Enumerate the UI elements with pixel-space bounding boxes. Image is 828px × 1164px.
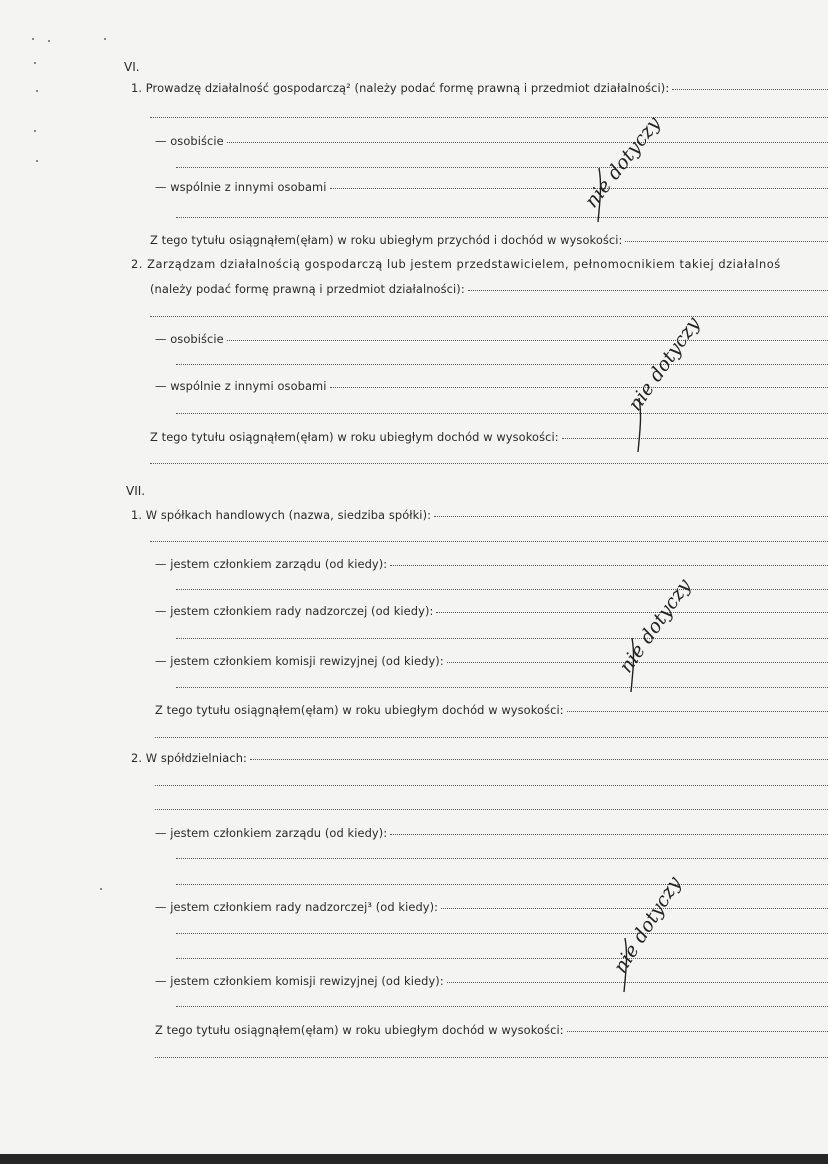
- vi-item2-income-fill[interactable]: [562, 437, 828, 439]
- vi-item1-joint-fill-line[interactable]: [176, 217, 828, 218]
- vii-item1-board-fill-line[interactable]: [176, 589, 828, 590]
- vi-item1-personal-fill[interactable]: [227, 141, 828, 143]
- vi-item1-fill-line[interactable]: [150, 117, 828, 118]
- vi-item2-joint-line: [155, 379, 828, 393]
- vi-item1-personal-line: [155, 134, 828, 148]
- vii-item1-audit-fill-line[interactable]: [176, 687, 828, 688]
- handwritten-note: nie dotyczy: [614, 575, 696, 677]
- scan-speck: [34, 130, 36, 132]
- vii-item2-supervisory-fill-line[interactable]: [176, 958, 828, 959]
- vii-item2-label-line: [131, 751, 828, 765]
- vi-item1-label: 1. Prowadzę działalność gospodarczą² (należy podać formę prawną i przedmiot działalności):: [131, 81, 670, 95]
- vi-item1-joint-line: [155, 180, 828, 194]
- vi-item1-label-line: [131, 81, 828, 95]
- vi-item1-joint-fill[interactable]: [330, 187, 828, 189]
- vi-item2-joint-fill-line[interactable]: [176, 413, 828, 414]
- vi-item2-personal-label: — osobiście: [155, 332, 224, 346]
- vi-item1-joint-label: — wspólnie z innymi osobami: [155, 180, 327, 194]
- vi-item2-personal-fill[interactable]: [227, 339, 828, 341]
- vii-item2-supervisory-fill[interactable]: [441, 907, 828, 909]
- vii-item2-supervisory-line: [155, 900, 828, 914]
- vii-item1-supervisory-line: [155, 604, 828, 618]
- vi-item1-income-fill[interactable]: [625, 240, 828, 242]
- handwriting-stroke-icon: [590, 150, 620, 230]
- scan-bottom-edge: [0, 1154, 828, 1164]
- scan-speck: [48, 40, 50, 42]
- scan-speck: [100, 888, 102, 890]
- vii-item1-income-fill-line[interactable]: [155, 737, 828, 738]
- vii-item2-board-fill-line[interactable]: [176, 858, 828, 859]
- vii-item1-supervisory-fill-line[interactable]: [176, 638, 828, 639]
- vii-item2-label: 2. W spółdzielniach:: [131, 751, 247, 765]
- vii-item1-income-line: [155, 703, 828, 717]
- vi-item1-personal-fill-line[interactable]: [176, 167, 828, 168]
- vii-item2-supervisory-label: — jestem członkiem rady nadzorczej³ (od kiedy):: [155, 900, 439, 914]
- handwritten-note: nie dotyczy: [609, 872, 686, 977]
- vi-item2-label-line2: (należy podać formę prawną i przedmiot działalności):: [150, 282, 465, 296]
- handwriting-stroke-icon: [616, 920, 646, 1000]
- vii-item2-income-fill-line[interactable]: [155, 1057, 828, 1058]
- vii-item2-board-label: — jestem członkiem zarządu (od kiedy):: [155, 826, 388, 840]
- vii-item2-fill-line[interactable]: [155, 809, 828, 810]
- vi-item2-personal-fill-line[interactable]: [176, 364, 828, 365]
- vii-item1-label: 1. W spółkach handlowych (nazwa, siedziba spółki):: [131, 508, 432, 522]
- handwritten-note: nie dotyczy: [623, 313, 705, 415]
- vii-item2-fill[interactable]: [250, 758, 828, 760]
- vi-item2-income-line: [150, 430, 828, 444]
- scan-speck: [36, 90, 38, 92]
- handwritten-note: nie dotyczy: [580, 112, 666, 212]
- vii-item1-income-fill[interactable]: [567, 710, 828, 712]
- section-vi-number: VI.: [124, 60, 140, 74]
- section-vii-number: VII.: [126, 484, 146, 498]
- vi-item2-income-fill-line[interactable]: [150, 463, 828, 464]
- scan-speck: [32, 38, 34, 40]
- scan-speck: [104, 38, 106, 40]
- vii-item1-income-label: Z tego tytułu osiągnąłem(ęłam) w roku ubiegłym dochód w wysokości:: [155, 703, 564, 717]
- vi-item2-label-line2: [150, 282, 828, 296]
- vii-item2-board-fill-line[interactable]: [176, 884, 828, 885]
- vii-item1-board-fill[interactable]: [390, 564, 828, 566]
- scan-speck: [34, 62, 36, 64]
- vii-item1-fill[interactable]: [434, 515, 828, 517]
- vi-item1-personal-label: — osobiście: [155, 134, 224, 148]
- vi-item2-label-line1: 2. Zarządzam działalnością gospodarczą lub jestem przedstawicielem, pełnomocnikiem takiej działalnoś: [131, 257, 781, 271]
- vi-item2-joint-label: — wspólnie z innymi osobami: [155, 379, 327, 393]
- vi-item1-fill[interactable]: [672, 88, 828, 90]
- vii-item1-board-line: [155, 557, 828, 571]
- handwriting-stroke-icon: [630, 380, 660, 460]
- scan-speck: [36, 160, 38, 162]
- vii-item2-board-fill[interactable]: [390, 833, 828, 835]
- vii-item2-fill-line[interactable]: [155, 785, 828, 786]
- vi-item1-income-line: [150, 233, 828, 247]
- vii-item1-fill-line[interactable]: [150, 541, 828, 542]
- vii-item1-audit-label: — jestem członkiem komisji rewizyjnej (od kiedy):: [155, 654, 444, 668]
- vi-item1-income-label: Z tego tytułu osiągnąłem(ęłam) w roku ubiegłym przychód i dochód w wysokości:: [150, 233, 623, 247]
- vii-item2-income-fill[interactable]: [567, 1030, 828, 1032]
- vii-item2-audit-label: — jestem członkiem komisji rewizyjnej (od kiedy):: [155, 974, 444, 988]
- vi-item2-fill[interactable]: [468, 289, 828, 291]
- vi-item2-label-line1: [131, 257, 828, 271]
- vii-item1-supervisory-label: — jestem członkiem rady nadzorczej (od kiedy):: [155, 604, 434, 618]
- vii-item2-supervisory-fill-line[interactable]: [176, 933, 828, 934]
- vii-item2-income-label: Z tego tytułu osiągnąłem(ęłam) w roku ubiegłym dochód w wysokości:: [155, 1023, 564, 1037]
- vi-item2-income-label: Z tego tytułu osiągnąłem(ęłam) w roku ubiegłym dochód w wysokości:: [150, 430, 559, 444]
- vii-item1-board-label: — jestem członkiem zarządu (od kiedy):: [155, 557, 388, 571]
- vii-item2-audit-line: [155, 974, 828, 988]
- vii-item1-audit-line: [155, 654, 828, 668]
- vii-item2-income-line: [155, 1023, 828, 1037]
- vii-item1-label-line: [131, 508, 828, 522]
- vi-item2-joint-fill[interactable]: [330, 386, 828, 388]
- handwriting-stroke-icon: [623, 620, 653, 700]
- vii-item2-audit-fill-line[interactable]: [176, 1006, 828, 1007]
- vii-item1-supervisory-fill[interactable]: [436, 611, 828, 613]
- vi-item2-personal-line: [155, 332, 828, 346]
- vii-item2-board-line: [155, 826, 828, 840]
- vi-item2-fill-line[interactable]: [150, 316, 828, 317]
